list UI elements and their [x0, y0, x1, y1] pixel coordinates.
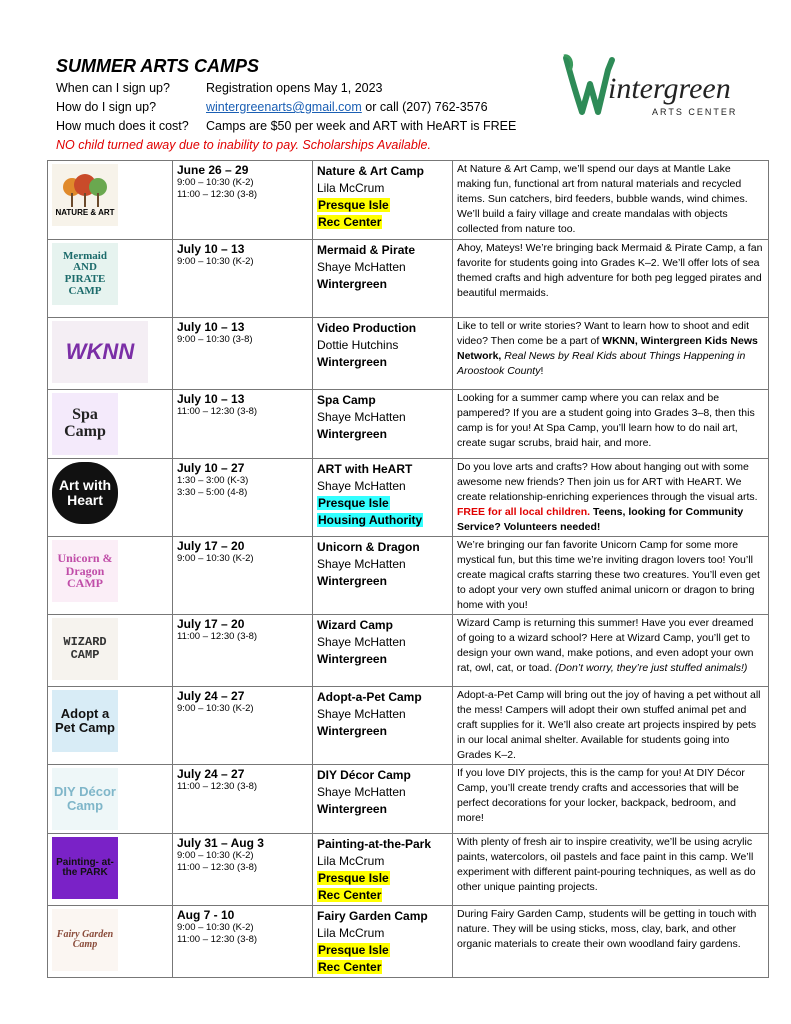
- art-with-heart-thumbnail: Art with Heart: [52, 462, 118, 524]
- adopt-a-pet-thumbnail: Adopt a Pet Camp: [52, 690, 118, 752]
- page-title: SUMMER ARTS CAMPS: [56, 56, 260, 76]
- table-row: Mermaid AND PIRATE CAMP July 10 – 13 9:00 – 10:30 (K-2) Mermaid & Pirate Shaye McHatten Wintergreen Ahoy, Mateys! We’re bringing back Mermaid & Pirate Camp, a fan favorite for students going into Grades K–2. We’ll offer lots of sea themed crafts and high adventure for both peg legged pirates and beautiful mermaids.: [48, 240, 769, 318]
- table-row: Painting- at-the PARK July 31 – Aug 3 9:00 – 10:30 (K-2) 11:00 – 12:30 (3-8) Painting-at-the-Park Lila McCrum Presque Isle Rec Center With plenty of fresh air to inspire creativity, we’ll be using acrylic paints, watercolors, oil pastels and face paint in this camp. We’ll experiment with different paint-pouring techniques, as well as do other unique painting projects.: [48, 834, 769, 906]
- mermaid-pirate-thumbnail: Mermaid AND PIRATE CAMP: [52, 243, 118, 305]
- table-row: Spa Camp July 10 – 13 11:00 – 12:30 (3-8) Spa Camp Shaye McHatten Wintergreen Looking for a summer camp where you can relax and be pampered? If you are a student going into Grades 3–8, then this camp is for you! At Spa Camp, you’ll learn how to do nail art, create sugar scrubs, braid hair, and more.: [48, 390, 769, 459]
- scholarship-notice: NO child turned away due to inability to pay. Scholarships Available.: [56, 138, 431, 152]
- fairy-garden-thumbnail: Fairy Garden Camp: [52, 909, 118, 971]
- table-row: NATURE & ART June 26 – 29 9:00 – 10:30 (K-2) 11:00 – 12:30 (3-8) Nature & Art Camp Lila McCrum Presque Isle Rec Center At Nature & Art Camp, we’ll spend our days at Mantle Lake making fun, functional art from natural materials and recycled items. Sun catchers, bird feeders, bubble wands, wind chimes. We’ll build a fairy village and create mandalas with objects collected from nature too.: [48, 161, 769, 240]
- diy-decor-thumbnail: DIY Décor Camp: [52, 768, 118, 830]
- table-row: DIY Décor Camp July 24 – 27 11:00 – 12:30 (3-8) DIY Décor Camp Shaye McHatten Wintergreen If you love DIY projects, this is the camp for you! At DIY Décor Camp, you’ll create trendy crafts and accessories that will be perfect decorations for your locker, backpack, bedroom, and more!: [48, 765, 769, 834]
- camps-table: [47, 160, 769, 978]
- table-row: Adopt a Pet Camp July 24 – 27 9:00 – 10:30 (K-2) Adopt-a-Pet Camp Shaye McHatten Wintergreen Adopt-a-Pet Camp will bring out the joy of having a pet without all the mess! Campers will adopt their own stuffed animal pet and craft supplies for it. We’ll also create art projects inspired by pets in our local animal shelter. Available for students going into Grades K–2.: [48, 687, 769, 765]
- email-link[interactable]: wintergreenarts@gmail.com: [206, 100, 362, 114]
- table-row: WIZARD CAMP July 17 – 20 11:00 – 12:30 (3-8) Wizard Camp Shaye McHatten Wintergreen Wizard Camp is returning this summer! Have you ever dreamed of going to a wizard school? Here at Wizard Camp, you’ll get to design your own wand, make potions, and even adopt your own rat, owl, cat, or toad. (Don’t worry, they’re just stuffed animals!): [48, 615, 769, 687]
- spa-camp-thumbnail: Spa Camp: [52, 393, 118, 455]
- wknn-thumbnail: WKNN: [52, 321, 148, 383]
- trees-icon: [60, 173, 110, 209]
- table-row: WKNN July 10 – 13 9:00 – 10:30 (3-8) Video Production Dottie Hutchins Wintergreen Like to tell or write stories? Want to learn how to shoot and edit video? Then come be a part of WKNN, Wintergreen Kids News Network, Real News by Real Kids about Things Happening in Aroostook County!: [48, 318, 769, 390]
- nature-art-thumbnail: NATURE & ART: [52, 164, 118, 226]
- signup-how: How do I sign up? wintergreenarts@gmail.com or call (207) 762-3576: [56, 100, 488, 114]
- wizard-camp-thumbnail: WIZARD CAMP: [52, 618, 118, 680]
- table-row: Unicorn & Dragon CAMP July 17 – 20 9:00 – 10:30 (K-2) Unicorn & Dragon Shaye McHatten Wintergreen We’re bringing our fan favorite Unicorn Camp for some more mystical fun, but this time we’re inviting dragon lovers too! You’ll create magical crafts starring these two creatures. You’ll even get to adopt your very own stuffed animal unicorn or dragon to bring home with you!: [48, 537, 769, 615]
- logo-name: intergreen: [608, 72, 731, 105]
- table-row: Art with Heart July 10 – 27 1:30 – 3:00 (K-3) 3:30 – 5:00 (4-8) ART with HeART Shaye McHatten Presque Isle Housing Authority Do you love arts and crafts? How about hanging out with some awesome new friends? Then join us for ART with HeART. We create relationship-enriching experiences through the visual arts. FREE for all local children. Teens, looking for Community Service? Volunteers needed!: [48, 459, 769, 537]
- signup-when: When can I sign up? Registration opens May 1, 2023: [56, 81, 383, 95]
- table-row: Fairy Garden Camp Aug 7 - 10 9:00 – 10:30 (K-2) 11:00 – 12:30 (3-8) Fairy Garden Camp Lila McCrum Presque Isle Rec Center During Fairy Garden Camp, students will be getting in touch with nature. They will be using sticks, moss, clay, bark, and other organic materials to create their own woodland fairy gardens.: [48, 906, 769, 978]
- painting-park-thumbnail: Painting- at-the PARK: [52, 837, 118, 899]
- wintergreen-logo: [560, 50, 740, 125]
- logo-sub: ARTS CENTER: [652, 107, 738, 117]
- unicorn-dragon-thumbnail: Unicorn & Dragon CAMP: [52, 540, 118, 602]
- cost: How much does it cost? Camps are $50 per week and ART with HeART is FREE: [56, 119, 517, 133]
